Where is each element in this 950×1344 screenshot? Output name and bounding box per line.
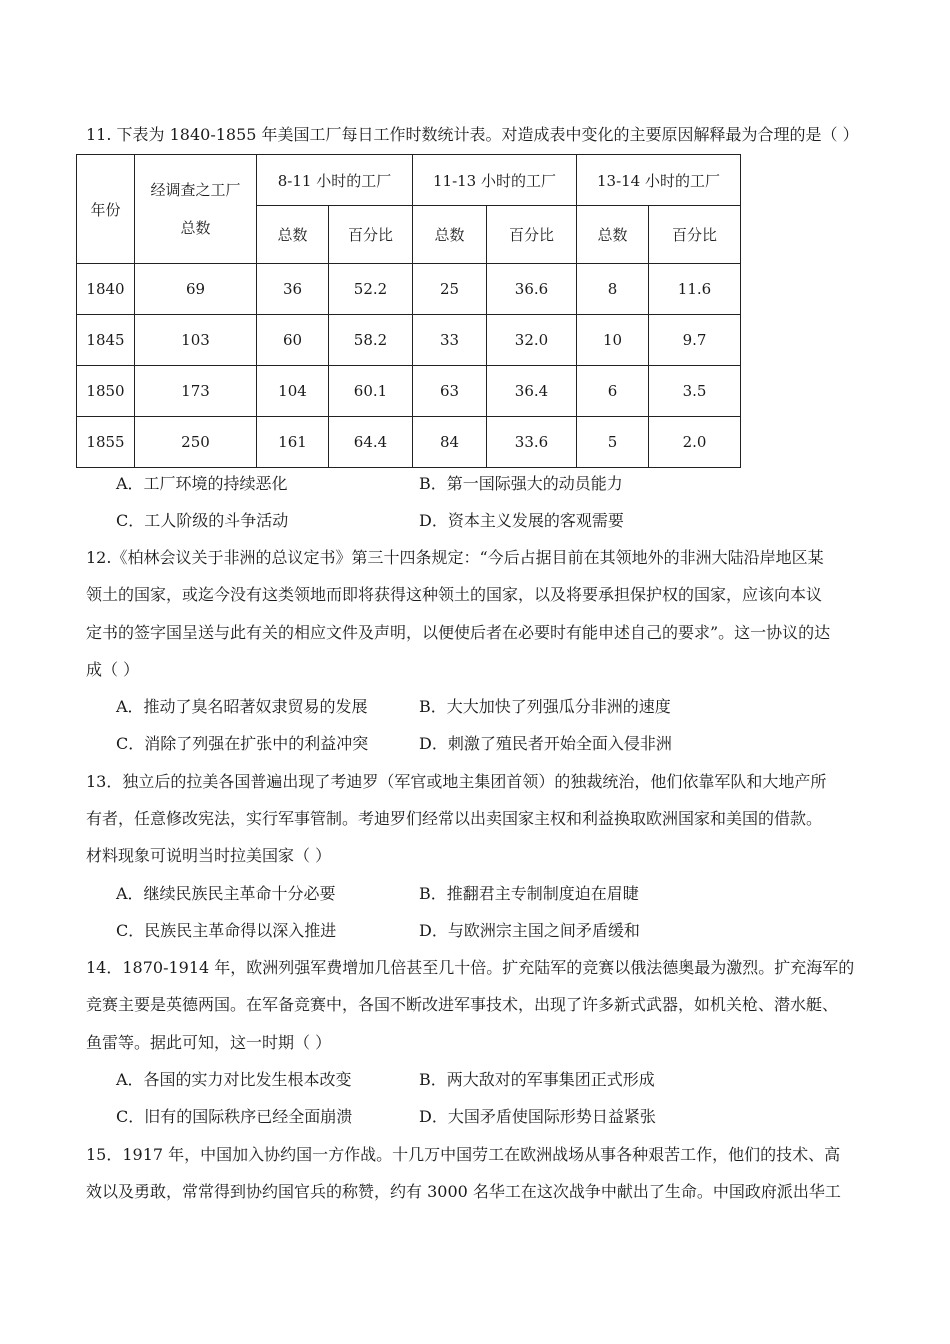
table-cell: 60.1 xyxy=(329,366,413,417)
table-row xyxy=(77,366,741,417)
q14-line-1: 14．1870-1914 年，欧洲列强军费增加几倍甚至几十倍。扩充陆军的竞赛以俄法德奥最为激烈。扩充海军的 xyxy=(86,958,855,977)
table-header-row xyxy=(77,155,741,206)
table-cell: 10 xyxy=(577,315,649,366)
table-cell: 9.7 xyxy=(649,315,741,366)
table-cell: 60 xyxy=(257,315,329,366)
table-cell: 36 xyxy=(257,264,329,315)
q13-line-2: 有者，任意修改宪法，实行军事管制。考迪罗们经常以出卖国家主权和利益换取欧洲国家和美国的借款。 xyxy=(86,809,823,828)
table-cell: 1850 xyxy=(77,366,135,417)
table-cell: 33 xyxy=(413,315,487,366)
q11-stem: 11. 下表为 1840-1855 年美国工厂每日工作时数统计表。对造成表中变化的主要原因解释最为合理的是（ ） xyxy=(86,125,859,144)
q12-line-4: 成（ ） xyxy=(86,660,140,679)
table-cell: 6 xyxy=(577,366,649,417)
q12-line-1: 12.《柏林会议关于非洲的总议定书》第三十四条规定：“今后占据目前在其领地外的非洲大陆沿岸地区某 xyxy=(86,548,824,567)
q13-option-a[interactable]: A．继续民族民主革命十分必要 xyxy=(116,884,336,903)
q14-line-3: 鱼雷等。据此可知，这一时期（ ） xyxy=(86,1033,332,1052)
header-total-factories xyxy=(135,155,257,264)
table-cell: 1845 xyxy=(77,315,135,366)
header-group-11-13: 11-13 小时的工厂 xyxy=(413,155,577,206)
q12-line-3: 定书的签字国呈送与此有关的相应文件及声明，以便使后者在必要时有能申述自己的要求”。这一协议的达 xyxy=(86,623,831,642)
subheader-percent: 百分比 xyxy=(487,206,577,264)
table-cell: 173 xyxy=(135,366,257,417)
table-cell: 1840 xyxy=(77,264,135,315)
table-cell: 33.6 xyxy=(487,417,577,468)
table-cell: 1855 xyxy=(77,417,135,468)
q15-line-2: 效以及勇敢，常常得到协约国官兵的称赞，约有 3000 名华工在这次战争中献出了生命。中国政府派出华工 xyxy=(86,1182,841,1201)
q12-option-c[interactable]: C．消除了列强在扩张中的利益冲突 xyxy=(116,734,369,753)
header-total-line2: 总数 xyxy=(180,219,211,237)
q12-option-d[interactable]: D．刺激了殖民者开始全面入侵非洲 xyxy=(419,734,672,753)
table-cell: 103 xyxy=(135,315,257,366)
table-row xyxy=(77,315,741,366)
subheader-percent: 百分比 xyxy=(649,206,741,264)
q11-option-d[interactable]: D．资本主义发展的客观需要 xyxy=(419,511,624,530)
q15-line-1: 15．1917 年，中国加入协约国一方作战。十几万中国劳工在欧洲战场从事各种艰苦工作，他们的技术、高 xyxy=(86,1145,841,1164)
table-cell: 63 xyxy=(413,366,487,417)
table-cell: 64.4 xyxy=(329,417,413,468)
work-hours-table xyxy=(76,154,741,468)
table-cell: 161 xyxy=(257,417,329,468)
q12-line-2: 领土的国家，或迄今没有这类领地而即将获得这种领土的国家，以及将要承担保护权的国家，应该向本议 xyxy=(86,585,823,604)
table-cell: 36.4 xyxy=(487,366,577,417)
q13-line-1: 13．独立后的拉美各国普遍出现了考迪罗（军官或地主集团首领）的独裁统治，他们依靠军队和大地产所 xyxy=(86,772,827,791)
table-row xyxy=(77,417,741,468)
subheader-count: 总数 xyxy=(577,206,649,264)
table-cell: 8 xyxy=(577,264,649,315)
header-year: 年份 xyxy=(77,155,135,264)
table-row xyxy=(77,264,741,315)
subheader-count: 总数 xyxy=(413,206,487,264)
table-cell: 5 xyxy=(577,417,649,468)
table-cell: 58.2 xyxy=(329,315,413,366)
q11-option-a[interactable]: A．工厂环境的持续恶化 xyxy=(116,474,288,493)
table-cell: 250 xyxy=(135,417,257,468)
q12-option-b[interactable]: B．大大加快了列强瓜分非洲的速度 xyxy=(419,697,671,716)
q13-line-3: 材料现象可说明当时拉美国家（ ） xyxy=(86,846,332,865)
table-cell: 3.5 xyxy=(649,366,741,417)
q12-option-a[interactable]: A．推动了臭名昭著奴隶贸易的发展 xyxy=(116,697,368,716)
table-cell: 2.0 xyxy=(649,417,741,468)
header-group-13-14: 13-14 小时的工厂 xyxy=(577,155,741,206)
subheader-count: 总数 xyxy=(257,206,329,264)
header-group-8-11: 8-11 小时的工厂 xyxy=(257,155,413,206)
table-cell: 11.6 xyxy=(649,264,741,315)
q14-option-d[interactable]: D．大国矛盾使国际形势日益紧张 xyxy=(419,1107,656,1126)
q14-option-c[interactable]: C．旧有的国际秩序已经全面崩溃 xyxy=(116,1107,353,1126)
q11-option-b[interactable]: B．第一国际强大的动员能力 xyxy=(419,474,623,493)
table-cell: 36.6 xyxy=(487,264,577,315)
table-cell: 104 xyxy=(257,366,329,417)
table-cell: 52.2 xyxy=(329,264,413,315)
table-cell: 32.0 xyxy=(487,315,577,366)
header-total-line1: 经调查之工厂 xyxy=(150,181,241,199)
table-cell: 69 xyxy=(135,264,257,315)
q13-option-c[interactable]: C．民族民主革命得以深入推进 xyxy=(116,921,337,940)
table-cell: 25 xyxy=(413,264,487,315)
q14-option-b[interactable]: B．两大敌对的军事集团正式形成 xyxy=(419,1070,655,1089)
table-cell: 84 xyxy=(413,417,487,468)
q14-line-2: 竞赛主要是英德两国。在军备竞赛中，各国不断改进军事技术，出现了许多新式武器，如机关枪、潜水艇、 xyxy=(86,995,839,1014)
q11-option-c[interactable]: C．工人阶级的斗争活动 xyxy=(116,511,289,530)
q13-option-d[interactable]: D．与欧洲宗主国之间矛盾缓和 xyxy=(419,921,640,940)
subheader-percent: 百分比 xyxy=(329,206,413,264)
q13-option-b[interactable]: B．推翻君主专制制度迫在眉睫 xyxy=(419,884,639,903)
q14-option-a[interactable]: A．各国的实力对比发生根本改变 xyxy=(116,1070,352,1089)
